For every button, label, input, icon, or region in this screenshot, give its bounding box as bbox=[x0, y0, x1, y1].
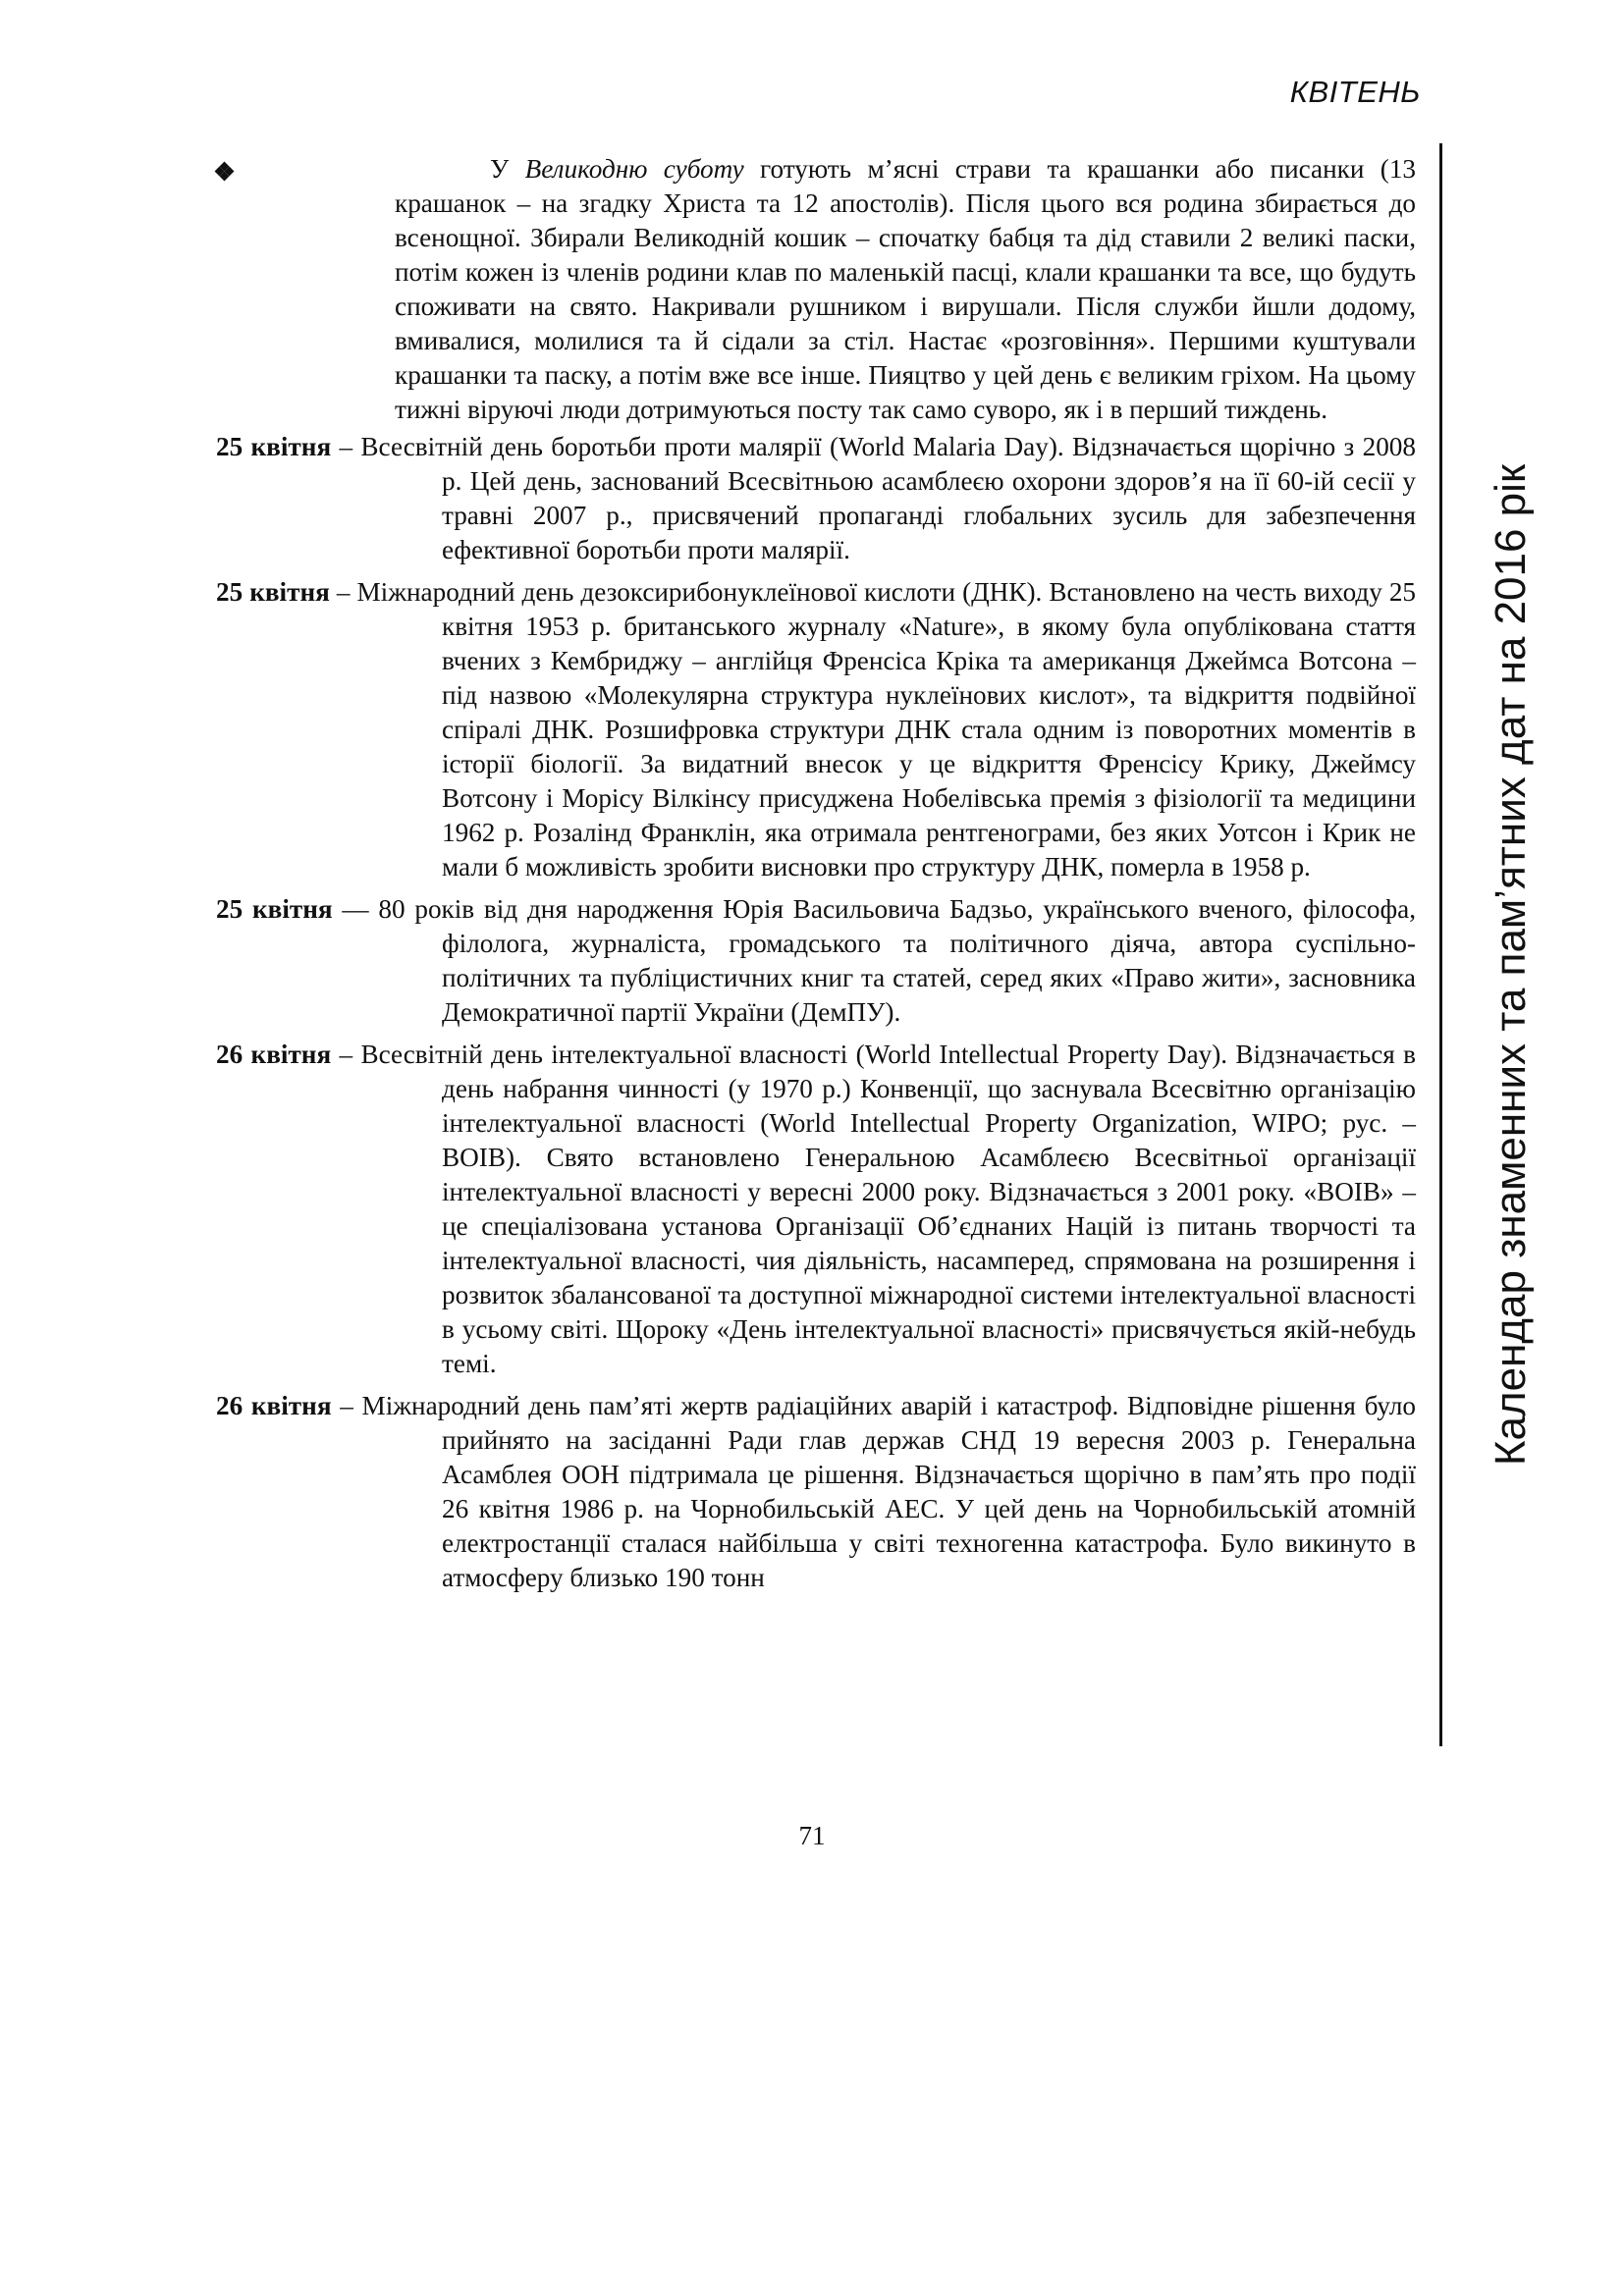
entry-date: 25 квітня bbox=[216, 577, 330, 607]
entry-date: 26 квітня bbox=[216, 1391, 332, 1420]
side-title: Календар знаменних та пам’ятних дат на 2016 рік bbox=[1487, 463, 1535, 1466]
intro-lead: У bbox=[490, 154, 525, 184]
intro-text bbox=[395, 152, 1416, 427]
calendar-entry bbox=[216, 892, 1416, 1030]
entry-text: Всесвітній день боротьби проти малярії (World Malaria Day). Відзначається щорічно з 2008 р. Цей день, заснований Всесвітньою асамблеєю охорони здоров’я на її 60-ій сесії у травні 2007 р., присвячений пропаганді глобальних зусиль для забезпечення ефективної боротьби проти малярії. bbox=[360, 432, 1416, 564]
entry-text: Міжнародний день дезоксирибонуклеїнової кислоти (ДНК). Встановлено на честь виходу 25 квітня 1953 р. британського журналу «Nature», в якому була опублікована стаття вчених з Кембриджу – англійця Френсіса Кріка та американця Джеймса Вотсона – під назвою «Молекулярна структура нуклеїнових кислот», та відкриття подвійної спіралі ДНК. Розшифровка структури ДНК стала одним із поворотних моментів в історії біології. За видатний внесок у це відкриття Френсісу Крику, Джеймсу Вотсону і Морісу Вілкінсу присуджена Нобелівська премія з фізіології та медицини 1962 р. Розалінд Франклін, яка отримала рентгенограми, без яких Уотсон і Крик не мали б можливість зробити висновки про структуру ДНК, померла в 1958 р. bbox=[356, 577, 1417, 881]
entry-dash: — bbox=[332, 894, 379, 924]
calendar-entry bbox=[216, 1389, 1416, 1595]
entry-dash: – bbox=[331, 432, 361, 461]
entry-date: 26 квітня bbox=[216, 1040, 332, 1069]
bullet-diamond-icon bbox=[216, 163, 234, 181]
intro-body: готують м’ясні страви та крашанки або писанки (13 крашанок – на згадку Христа та 12 апостолів). Після цього вся родина збирається до всенощної. Збирали Великодній кошик – спочатку бабця та дід ставили 2 великі паски, потім кожен із членів родини клав по маленькій пасці, клали крашанки та все, що будуть споживати на свято. Накривали рушником і вирушали. Після служби йшли додому, вмивалися, молилися та й сідали за стіл. Настає «розговіння». Першими куштували крашанки та паску, а потім вже все інше. Пияцтво у цей день є великим гріхом. На цьому тижні віруючі люди дотримуються посту так само суворо, як і в перший тиждень. bbox=[395, 154, 1417, 424]
entries-list bbox=[216, 430, 1416, 1595]
page-number: 71 bbox=[798, 1821, 826, 1850]
intro-italic-term: Великодню суботу bbox=[524, 154, 744, 184]
entry-text: Всесвітній день інтелектуальної власності (World Intellectual Property Day). Відзначається в день набрання чинності (у 1970 р.) Конвенції, що заснувала Всесвітню організацію інтелектуальної власності (World Intellectual Property Organization, WIPO; рус. – ВОІВ). Свято встановлено Генеральною Асамблеєю Всесвітньої організації інтелектуальної власності у вересні 2000 року. Відзначається з 2001 року. «ВОІВ» – це спеціалізована установа Організації Об’єднаних Націй із питань творчості та інтелектуальної власності, чия діяльність, насамперед, спрямована на розширення і розвиток збалансованої та доступної міжнародної системи інтелектуальної власності в усьому світі. Щороку «День інтелектуальної власності» присвячується якій-небудь темі. bbox=[360, 1040, 1416, 1378]
side-rule bbox=[1439, 143, 1442, 1746]
entry-text: 80 років від дня народження Юрія Васильовича Бадзьо, українського вченого, філософа, філолога, журналіста, громадського та політичного діяча, автора суспільно-політичних та публіцистичних книг та статей, серед яких «Право жити», засновника Демократичної партії України (ДемПУ). bbox=[378, 894, 1416, 1027]
entry-dash: – bbox=[329, 577, 357, 607]
running-header: КВІТЕНЬ bbox=[1289, 75, 1421, 109]
side-title-container bbox=[1467, 432, 1555, 1497]
entry-date: 25 квітня bbox=[216, 894, 333, 924]
calendar-entry bbox=[216, 430, 1416, 567]
entry-text: Міжнародний день пам’яті жертв радіаційних аварій і катастроф. Відповідне рішення було прийнято на засіданні Ради глав держав СНД 19 вересня 2003 р. Генеральна Асамблея ООН підтримала це рішення. Відзначається щорічно в пам’ять про події 26 квітня 1986 р. на Чорнобильській АЕС. У цей день на Чорнобильській атомній електростанції сталася найбільша у світі техногенна катастрофа. Було викинуто в атмосферу близько 190 тонн bbox=[361, 1391, 1416, 1592]
entry-date: 25 квітня bbox=[216, 432, 332, 461]
calendar-entry bbox=[216, 1038, 1416, 1381]
entry-dash: – bbox=[331, 1040, 361, 1069]
calendar-entry bbox=[216, 575, 1416, 884]
intro-paragraph bbox=[216, 152, 1416, 427]
page-content bbox=[216, 152, 1416, 1603]
entry-dash: – bbox=[331, 1391, 362, 1420]
